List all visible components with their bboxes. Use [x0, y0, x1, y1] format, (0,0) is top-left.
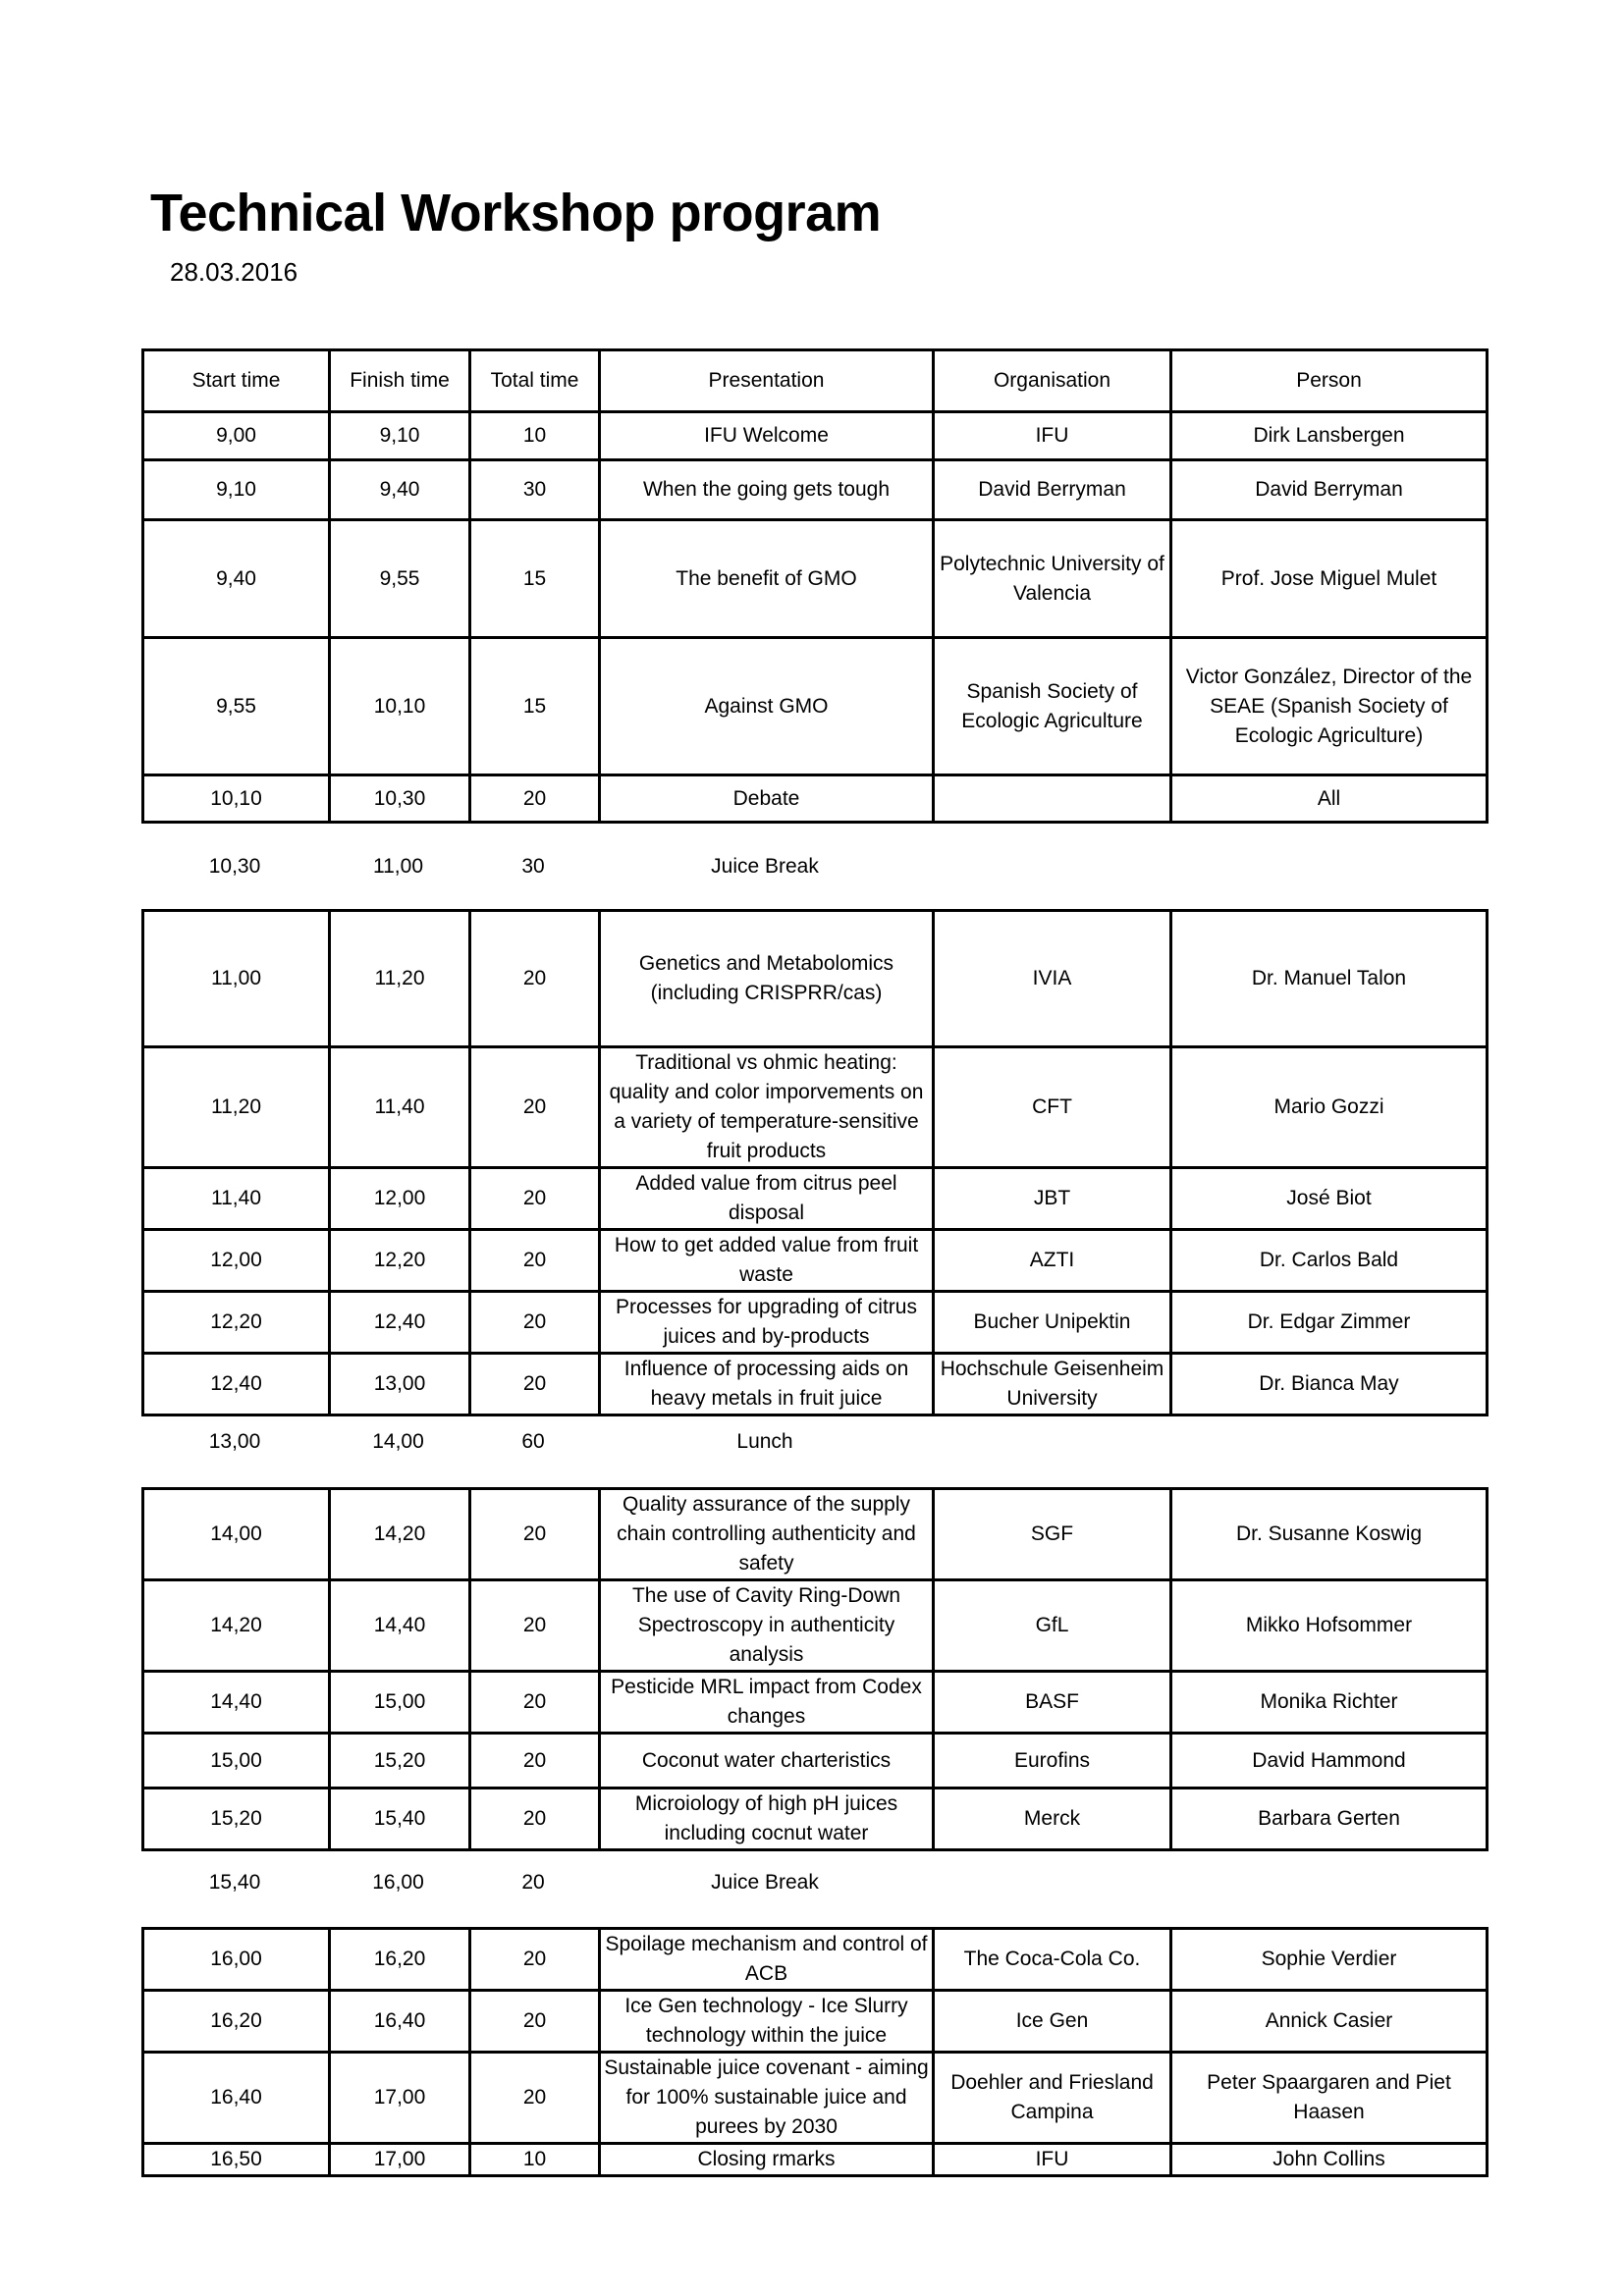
finish-time: 17,00 — [330, 2144, 470, 2176]
table-row — [143, 1047, 1488, 1168]
total-time: 60 — [521, 1430, 545, 1453]
person: José Biot — [1171, 1168, 1488, 1230]
total-time: 30 — [521, 855, 545, 878]
total-time: 20 — [521, 1871, 545, 1894]
presentation: The use of Cavity Ring-Down Spectroscopy in authenticity analysis — [600, 1580, 934, 1672]
person: All — [1171, 775, 1488, 823]
start-time: 15,20 — [143, 1789, 330, 1850]
finish-time: 16,00 — [372, 1871, 424, 1894]
break-row-juice-1 — [141, 842, 1486, 891]
finish-time: 16,20 — [330, 1929, 470, 1991]
presentation: IFU Welcome — [600, 412, 934, 460]
organisation: GfL — [934, 1580, 1171, 1672]
organisation: IFU — [934, 2144, 1171, 2176]
organisation: Ice Gen — [934, 1991, 1171, 2053]
organisation: Merck — [934, 1789, 1171, 1850]
presentation: Debate — [600, 775, 934, 823]
finish-time: 15,40 — [330, 1789, 470, 1850]
person: Dr. Susanne Koswig — [1171, 1489, 1488, 1580]
table-row — [143, 1580, 1488, 1672]
start-time: 9,40 — [143, 520, 330, 638]
presentation: How to get added value from fruit waste — [600, 1230, 934, 1292]
table-row — [143, 1789, 1488, 1850]
organisation: BASF — [934, 1672, 1171, 1734]
table-row — [143, 412, 1488, 460]
person: Victor González, Director of the SEAE (Spanish Society of Ecologic Agriculture) — [1171, 638, 1488, 775]
presentation: Traditional vs ohmic heating: quality and color imporvements on a variety of temperature-sensitive fruit products — [600, 1047, 934, 1168]
total-time: 20 — [470, 1580, 600, 1672]
table-row — [143, 1991, 1488, 2053]
page-title: Technical Workshop program — [150, 184, 882, 242]
finish-time: 11,20 — [330, 911, 470, 1047]
presentation: When the going gets tough — [600, 460, 934, 520]
presentation: Quality assurance of the supply chain controlling authenticity and safety — [600, 1489, 934, 1580]
start-time: 11,20 — [143, 1047, 330, 1168]
organisation: Hochschule Geisenheim University — [934, 1354, 1171, 1415]
organisation: Bucher Unipektin — [934, 1292, 1171, 1354]
table-row — [143, 2053, 1488, 2144]
person: Sophie Verdier — [1171, 1929, 1488, 1991]
table-row — [143, 911, 1488, 1047]
header-person: Person — [1171, 350, 1488, 412]
table-row — [143, 1489, 1488, 1580]
finish-time: 9,40 — [330, 460, 470, 520]
organisation: The Coca-Cola Co. — [934, 1929, 1171, 1991]
finish-time: 13,00 — [330, 1354, 470, 1415]
finish-time: 17,00 — [330, 2053, 470, 2144]
person: David Hammond — [1171, 1734, 1488, 1789]
person: Dirk Lansbergen — [1171, 412, 1488, 460]
organisation: AZTI — [934, 1230, 1171, 1292]
break-row-lunch — [141, 1417, 1486, 1467]
start-time: 9,55 — [143, 638, 330, 775]
total-time: 20 — [470, 1047, 600, 1168]
table-row — [143, 1929, 1488, 1991]
organisation — [934, 775, 1171, 823]
total-time: 20 — [470, 775, 600, 823]
organisation: CFT — [934, 1047, 1171, 1168]
total-time: 20 — [470, 1991, 600, 2053]
presentation: The benefit of GMO — [600, 520, 934, 638]
presentation: Juice Break — [711, 1871, 819, 1894]
finish-time: 15,20 — [330, 1734, 470, 1789]
break-row-juice-2 — [141, 1858, 1486, 1907]
finish-time: 9,55 — [330, 520, 470, 638]
organisation: Spanish Society of Ecologic Agriculture — [934, 638, 1171, 775]
total-time: 15 — [470, 638, 600, 775]
presentation: Coconut water charteristics — [600, 1734, 934, 1789]
start-time: 12,40 — [143, 1354, 330, 1415]
person: John Collins — [1171, 2144, 1488, 2176]
schedule-table-late-afternoon — [141, 1927, 1489, 2177]
organisation: Eurofins — [934, 1734, 1171, 1789]
total-time: 20 — [470, 1929, 600, 1991]
finish-time: 9,10 — [330, 412, 470, 460]
person: Peter Spaargaren and Piet Haasen — [1171, 2053, 1488, 2144]
person: Monika Richter — [1171, 1672, 1488, 1734]
organisation: David Berryman — [934, 460, 1171, 520]
person: David Berryman — [1171, 460, 1488, 520]
presentation: Processes for upgrading of citrus juices and by-products — [600, 1292, 934, 1354]
start-time: 14,40 — [143, 1672, 330, 1734]
total-time: 30 — [470, 460, 600, 520]
presentation: Added value from citrus peel disposal — [600, 1168, 934, 1230]
finish-time: 10,30 — [330, 775, 470, 823]
organisation: IFU — [934, 412, 1171, 460]
presentation: Against GMO — [600, 638, 934, 775]
person: Mikko Hofsommer — [1171, 1580, 1488, 1672]
presentation: Ice Gen technology - Ice Slurry technology within the juice — [600, 1991, 934, 2053]
person: Mario Gozzi — [1171, 1047, 1488, 1168]
finish-time: 14,20 — [330, 1489, 470, 1580]
person: Dr. Carlos Bald — [1171, 1230, 1488, 1292]
total-time: 20 — [470, 911, 600, 1047]
start-time: 10,10 — [143, 775, 330, 823]
finish-time: 11,00 — [373, 855, 423, 878]
person: Dr. Manuel Talon — [1171, 911, 1488, 1047]
table-row — [143, 2144, 1488, 2176]
table-row — [143, 1292, 1488, 1354]
organisation: SGF — [934, 1489, 1171, 1580]
start-time: 12,20 — [143, 1292, 330, 1354]
finish-time: 12,40 — [330, 1292, 470, 1354]
person: Dr. Edgar Zimmer — [1171, 1292, 1488, 1354]
start-time: 10,30 — [208, 855, 261, 878]
presentation: Microiology of high pH juices including cocnut water — [600, 1789, 934, 1850]
start-time: 14,00 — [143, 1489, 330, 1580]
person: Barbara Gerten — [1171, 1789, 1488, 1850]
start-time: 11,40 — [143, 1168, 330, 1230]
table-row — [143, 1734, 1488, 1789]
header-total-time: Total time — [470, 350, 600, 412]
table-row — [143, 1672, 1488, 1734]
total-time: 20 — [470, 1230, 600, 1292]
start-time: 11,00 — [143, 911, 330, 1047]
total-time: 10 — [470, 2144, 600, 2176]
event-date: 28.03.2016 — [170, 257, 298, 287]
schedule-table-late-morning — [141, 909, 1489, 1416]
total-time: 20 — [470, 1354, 600, 1415]
start-time: 15,00 — [143, 1734, 330, 1789]
table-row — [143, 520, 1488, 638]
presentation: Influence of processing aids on heavy metals in fruit juice — [600, 1354, 934, 1415]
table-row — [143, 638, 1488, 775]
total-time: 20 — [470, 1734, 600, 1789]
start-time: 16,00 — [143, 1929, 330, 1991]
total-time: 20 — [470, 1168, 600, 1230]
start-time: 16,20 — [143, 1991, 330, 2053]
table-row — [143, 1354, 1488, 1415]
schedule-table-afternoon — [141, 1487, 1489, 1851]
table-row — [143, 775, 1488, 823]
finish-time: 16,40 — [330, 1991, 470, 2053]
finish-time: 12,00 — [330, 1168, 470, 1230]
start-time: 16,40 — [143, 2053, 330, 2144]
presentation: Lunch — [736, 1430, 793, 1453]
presentation: Closing rmarks — [600, 2144, 934, 2176]
total-time: 20 — [470, 1672, 600, 1734]
organisation: JBT — [934, 1168, 1171, 1230]
total-time: 15 — [470, 520, 600, 638]
total-time: 20 — [470, 1292, 600, 1354]
start-time: 12,00 — [143, 1230, 330, 1292]
finish-time: 10,10 — [330, 638, 470, 775]
person: Prof. Jose Miguel Mulet — [1171, 520, 1488, 638]
start-time: 9,00 — [143, 412, 330, 460]
schedule-table-morning — [141, 348, 1489, 824]
start-time: 13,00 — [208, 1430, 261, 1453]
start-time: 16,50 — [143, 2144, 330, 2176]
header-presentation: Presentation — [600, 350, 934, 412]
total-time: 10 — [470, 412, 600, 460]
total-time: 20 — [470, 1489, 600, 1580]
presentation: Spoilage mechanism and control of ACB — [600, 1929, 934, 1991]
presentation: Pesticide MRL impact from Codex changes — [600, 1672, 934, 1734]
table-row — [143, 1230, 1488, 1292]
finish-time: 14,40 — [330, 1580, 470, 1672]
organisation: IVIA — [934, 911, 1171, 1047]
total-time: 20 — [470, 2053, 600, 2144]
finish-time: 14,00 — [372, 1430, 424, 1453]
start-time: 9,10 — [143, 460, 330, 520]
presentation: Genetics and Metabolomics (including CRISPRR/cas) — [600, 911, 934, 1047]
finish-time: 11,40 — [330, 1047, 470, 1168]
presentation: Juice Break — [711, 855, 819, 878]
table-header-row — [143, 350, 1488, 412]
start-time: 15,40 — [208, 1871, 261, 1894]
table-row — [143, 1168, 1488, 1230]
table-row — [143, 460, 1488, 520]
header-finish-time: Finish time — [330, 350, 470, 412]
header-start-time: Start time — [143, 350, 330, 412]
header-organisation: Organisation — [934, 350, 1171, 412]
person: Dr. Bianca May — [1171, 1354, 1488, 1415]
person: Annick Casier — [1171, 1991, 1488, 2053]
organisation: Doehler and Friesland Campina — [934, 2053, 1171, 2144]
presentation: Sustainable juice covenant - aiming for 100% sustainable juice and purees by 2030 — [600, 2053, 934, 2144]
organisation: Polytechnic University of Valencia — [934, 520, 1171, 638]
start-time: 14,20 — [143, 1580, 330, 1672]
total-time: 20 — [470, 1789, 600, 1850]
finish-time: 15,00 — [330, 1672, 470, 1734]
finish-time: 12,20 — [330, 1230, 470, 1292]
